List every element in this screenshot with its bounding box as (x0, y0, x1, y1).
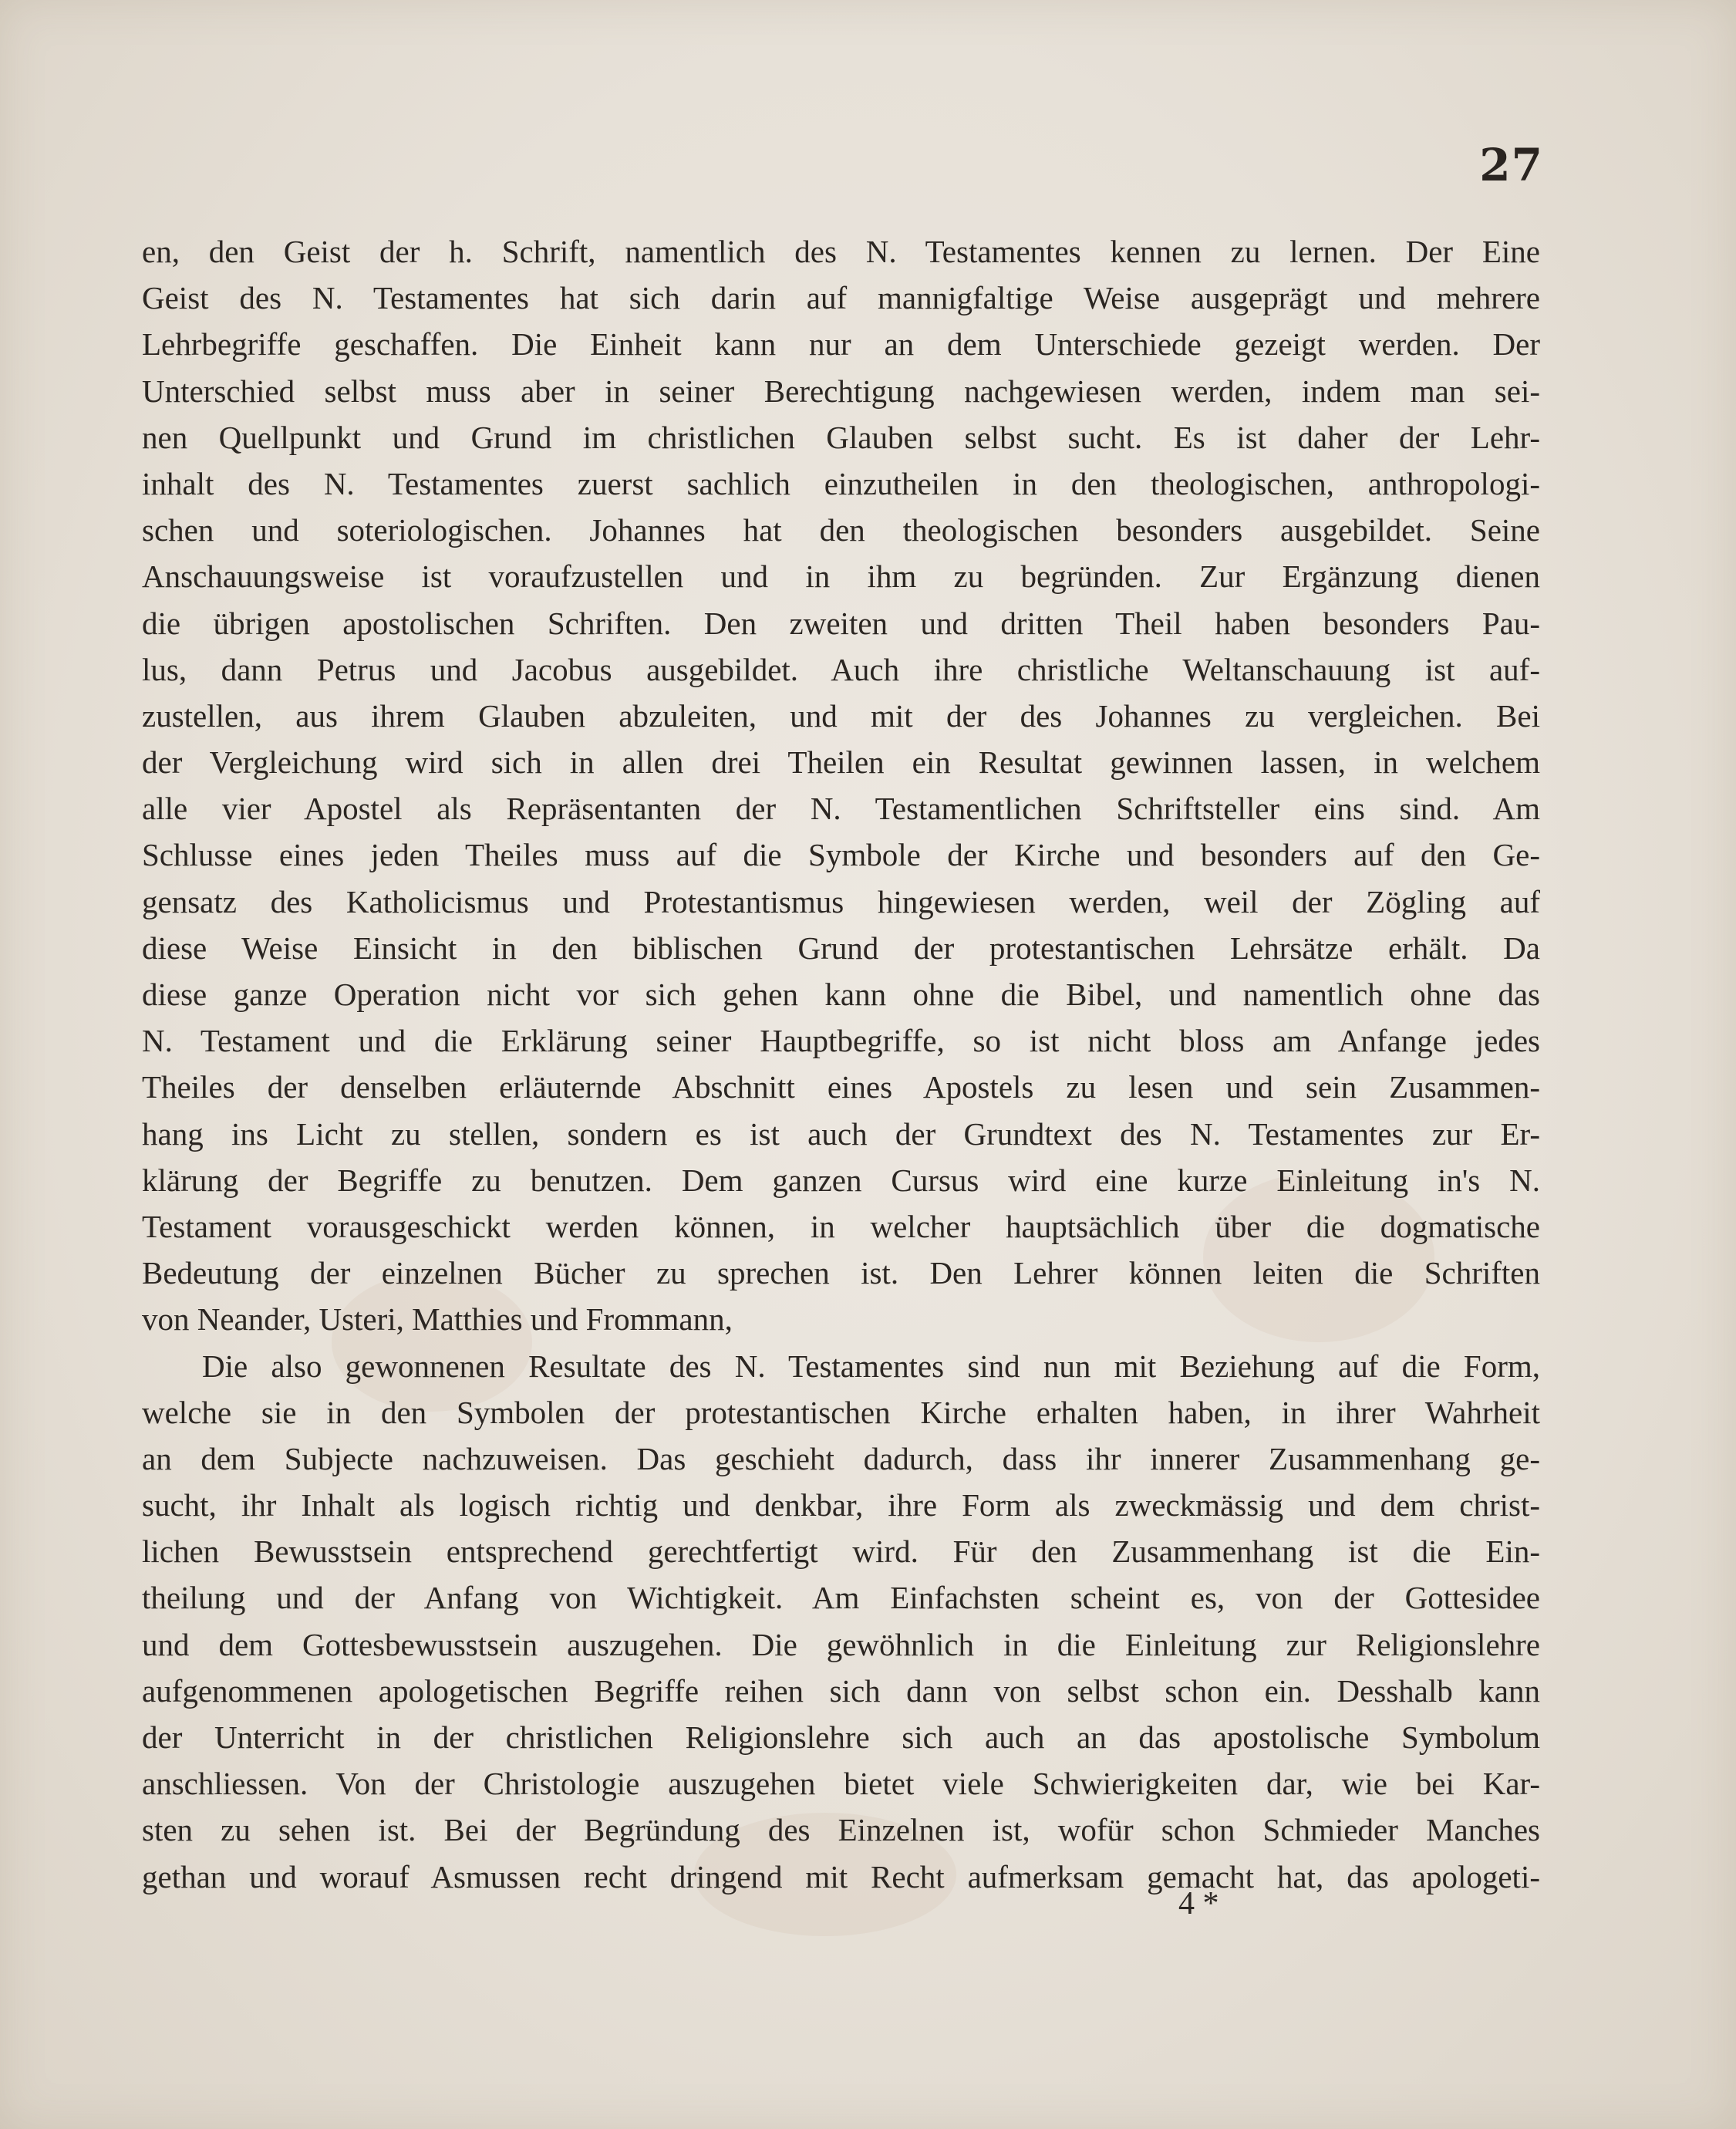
text-line: inhalt des N. Testamentes zuerst sachlich einzutheilen in den theologischen, anthropologi- (142, 465, 1540, 501)
text-line: N. Testament und die Erklärung seiner Hauptbegriffe, so ist nicht bloss am Anfange jedes (142, 1023, 1540, 1059)
text-line: Lehrbegriffe geschaffen. Die Einheit kann nur an dem Unterschiede gezeigt werden. Der (142, 326, 1540, 363)
text-line: sten zu sehen ist. Bei der Begründung des Einzelnen ist, wofür schon Schmieder Manches (142, 1812, 1540, 1848)
text-line: en, den Geist der h. Schrift, namentlich des N. Testamentes kennen zu lernen. Der Eine (142, 234, 1540, 269)
signature-mark: 4 * (1178, 1886, 1219, 1921)
paragraph-1 (142, 228, 1540, 1343)
text-line: die übrigen apostolischen Schriften. Den zweiten und dritten Theil haben besonders Pau- (142, 605, 1540, 641)
text-line: zustellen, aus ihrem Glauben abzuleiten, und mit der des Johannes zu vergleichen. Bei (142, 697, 1540, 734)
text-line: gethan und worauf Asmussen recht dringend mit Recht aufmerksam gemacht hat, das apologeti- (142, 1858, 1540, 1895)
text-line: welche sie in den Symbolen der protestantischen Kirche erhalten haben, in ihrer Wahrheit (142, 1394, 1540, 1430)
text-line: lichen Bewusstsein entsprechend gerechtfertigt wird. Für den Zusammenhang ist die Ein- (142, 1533, 1540, 1570)
text-line: alle vier Apostel als Repräsentanten der N. Testamentlichen Schriftsteller eins sind. Am (142, 791, 1540, 827)
text-line: sucht, ihr Inhalt als logisch richtig und denkbar, ihre Form als zweckmässig und dem christ- (142, 1487, 1540, 1523)
text-line: theilung und der Anfang von Wichtigkeit. Am Einfachsten scheint es, von der Gottesidee (142, 1580, 1540, 1616)
text-line: anschliessen. Von der Christologie auszugehen bietet viele Schwierigkeiten dar, wie bei Kar- (142, 1766, 1540, 1802)
text-line: aufgenommenen apologetischen Begriffe reihen sich dann von selbst schon ein. Desshalb kann (142, 1672, 1540, 1709)
text-line: klärung der Begriffe zu benutzen. Dem ganzen Cursus wird eine kurze Einleitung in's N. (142, 1162, 1540, 1198)
body-text (142, 228, 1540, 1900)
text-line: und dem Gottesbewusstsein auszugehen. Die gewöhnlich in die Einleitung zur Religionslehre (142, 1626, 1540, 1662)
text-line: gensatz des Katholicismus und Protestantismus hingewiesen werden, weil der Zögling auf (142, 883, 1540, 919)
text-line: der Vergleichung wird sich in allen drei Theilen ein Resultat gewinnen lassen, in welchem (142, 744, 1540, 781)
text-line: Bedeutung der einzelnen Bücher zu sprechen ist. Den Lehrer können leiten die Schriften (142, 1255, 1540, 1291)
paragraph-2 (142, 1343, 1540, 1900)
text-line: der Unterricht in der christlichen Religionslehre sich auch an das apostolische Symbolum (142, 1719, 1540, 1755)
text-line: von Neander, Usteri, Matthies und Frommann, (142, 1301, 733, 1338)
text-line: Anschauungsweise ist voraufzustellen und in ihm zu begründen. Zur Ergänzung dienen (142, 558, 1540, 595)
page-number: 27 (1479, 139, 1543, 191)
text-line: diese ganze Operation nicht vor sich gehen kann ohne die Bibel, und namentlich ohne das (142, 977, 1540, 1012)
text-line: Theiles der denselben erläuternde Abschnitt eines Apostels zu lesen und sein Zusammen- (142, 1069, 1540, 1105)
text-line: Schlusse eines jeden Theiles muss auf die Symbole der Kirche und besonders auf den Ge- (142, 837, 1540, 873)
text-line: lus, dann Petrus und Jacobus ausgebildet. Auch ihre christliche Weltanschauung ist auf- (142, 651, 1540, 687)
text-line: an dem Subjecte nachzuweisen. Das geschieht dadurch, dass ihr innerer Zusammenhang ge- (142, 1440, 1540, 1476)
text-line: Geist des N. Testamentes hat sich darin auf mannigfaltige Weise ausgeprägt und mehrere (142, 280, 1540, 316)
text-line: diese Weise Einsicht in den biblischen Grund der protestantischen Lehrsätze erhält. Da (142, 930, 1540, 966)
text-line: hang ins Licht zu stellen, sondern es ist auch der Grundtext des N. Testamentes zur Er- (142, 1115, 1540, 1152)
text-line: Unterschied selbst muss aber in seiner Berechtigung nachgewiesen werden, indem man sei- (142, 373, 1540, 409)
text-line: nen Quellpunkt und Grund im christlichen Glauben selbst sucht. Es ist daher der Lehr- (142, 419, 1540, 455)
text-line: Die also gewonnenen Resultate des N. Testamentes sind nun mit Beziehung auf die Form, (202, 1348, 1540, 1384)
text-line: Testament vorausgeschickt werden können, in welcher hauptsächlich über die dogmatische (142, 1208, 1540, 1244)
text-line: schen und soteriologischen. Johannes hat den theologischen besonders ausgebildet. Seine (142, 512, 1540, 548)
